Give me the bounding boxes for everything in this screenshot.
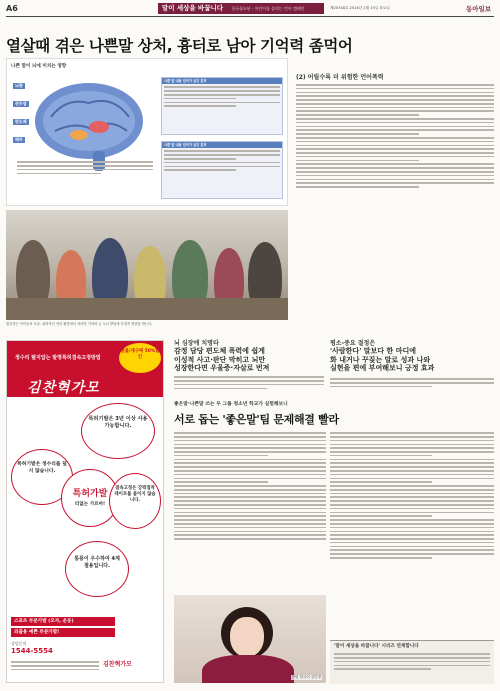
tag-corpus-callosum: 뇌량 bbox=[15, 83, 23, 88]
banner-subtitle: 한국청소년 · 어린이를 살리는 언어 캠페인 bbox=[231, 6, 305, 11]
header-rule bbox=[6, 16, 494, 17]
ad-phone-label: 상담문의 bbox=[11, 641, 27, 646]
side-note-body bbox=[330, 376, 494, 390]
tag-frontal-lobe: 전두엽 bbox=[15, 101, 27, 106]
article2-body-right bbox=[330, 430, 494, 561]
ad-slogan: 정수리 탈지압는 발명특허결속고정방법 bbox=[15, 355, 101, 361]
wig-advertisement bbox=[6, 340, 164, 683]
article-body-lines bbox=[296, 84, 494, 188]
portrait-photo bbox=[174, 595, 326, 683]
effect-box-2 bbox=[161, 141, 283, 199]
tag-hippocampus: 해마 bbox=[15, 137, 23, 142]
ad-bubble-durability: 특허기발은 3년 이상 사용 가능합니다. bbox=[81, 403, 155, 459]
effect-box-1-title: 나쁜 말 내용 언어가 남긴 흔적 bbox=[162, 78, 282, 84]
side-note bbox=[330, 338, 494, 373]
middle-article-body bbox=[174, 374, 324, 391]
brain-infographic bbox=[6, 58, 288, 206]
article2-kicker: 좋은말·나쁜말 쓰는 두 그룹 청소년 학교가 실험해보니 bbox=[174, 402, 288, 407]
ad-discount-badge: 환불/재구매 50%할인 bbox=[119, 343, 161, 373]
effect-box-1 bbox=[161, 77, 283, 135]
tag-amygdala: 편도체 bbox=[15, 119, 27, 124]
ad-phone-number: 1544-5554 bbox=[11, 647, 53, 655]
article2-title: 서로 돕는 '좋은말'팀 문제해결 빨라 bbox=[174, 413, 339, 426]
middle-section-title: 뇌 심장에 치명타 bbox=[174, 340, 219, 347]
sidebox-title: '말이 세상을 바꿉니다' 시리즈 연재합니다 bbox=[334, 644, 419, 649]
ad-bubble-no-cover: 특허기발은 정수리를 덮지 않습니다. bbox=[11, 449, 73, 505]
ad-bubble-no-tape: 결속고정은 강력접착테이프를 붙이지 않습니다. bbox=[109, 473, 161, 529]
infographic-title: 나쁜 말이 뇌에 미치는 영향 bbox=[11, 64, 67, 69]
side-note-line-1: '사람한다' 말보다 한 마디에 bbox=[330, 347, 416, 355]
side-note-line-2: 화 내거나 꾸짖는 말로 성과 나와 bbox=[330, 355, 431, 364]
photo-caption: 집중하는 아이들의 모습. 폭력적인 언어 환경에서 자라면 기억력 등 두뇌 발달에 부정적 영향을 받는다. bbox=[6, 322, 153, 326]
section-title: (2) 어릴수록 더 위험한 언어폭력 bbox=[296, 74, 384, 81]
infographic-notes bbox=[17, 159, 153, 176]
classroom-photo bbox=[6, 210, 288, 320]
newspaper-name: 동아일보 bbox=[466, 5, 492, 13]
ad-bubble-ventilation: 통풍이 우수하여 4계절용입니다. bbox=[65, 541, 129, 597]
ad-bubble-patent-sub: 티없는 가르마! bbox=[74, 502, 106, 507]
campaign-banner bbox=[158, 3, 324, 14]
ad-branch-list bbox=[11, 659, 99, 673]
headline: 열살때 겪은 나쁜말 상처, 흉터로 남아 기억력 좀먹어 bbox=[6, 37, 353, 55]
mid-kicker-1: 감정 담당 편도체 폭력에 쉽게 bbox=[174, 347, 265, 355]
ad-footer-logo: 김찬혁가모 bbox=[103, 661, 132, 668]
middle-article bbox=[174, 338, 324, 373]
side-note-line-3: 실현을 편에 부여해보니 긍정 효과 bbox=[330, 364, 435, 372]
sidebox-body bbox=[334, 651, 490, 672]
ad-logo: 김찬혁가모 bbox=[27, 380, 100, 396]
ad-band-sports: 스포츠 부분가발 (모자, 운동) bbox=[11, 617, 115, 626]
issue-date: 제20748호 2014년 1월 15일 화요일 bbox=[330, 6, 390, 10]
ad-header bbox=[7, 341, 163, 397]
series-sidebox bbox=[330, 640, 494, 684]
page-number: A6 bbox=[6, 4, 18, 13]
mid-kicker-3: 성장한다면 우울증·자살로 번져 bbox=[174, 364, 270, 372]
portrait-caption: 가람 한국어 김민정 bbox=[291, 675, 321, 679]
mid-kicker-2: 이성적 사고·판단 막히고 뇌만 bbox=[174, 355, 266, 364]
effect-box-2-title: 나쁜 말 내용 언어가 남긴 흔적 bbox=[162, 142, 282, 148]
article2-body-left bbox=[174, 430, 326, 542]
banner-title: 말이 세상을 바꿉니다 bbox=[162, 4, 224, 12]
ad-bubble-patent-title: 특허가발 bbox=[72, 489, 108, 499]
side-note-title: 평소-중요 절정은 bbox=[330, 340, 376, 347]
ad-band-outing: 외출용 예쁜 부분가발! bbox=[11, 628, 115, 637]
right-column-article bbox=[296, 72, 494, 190]
